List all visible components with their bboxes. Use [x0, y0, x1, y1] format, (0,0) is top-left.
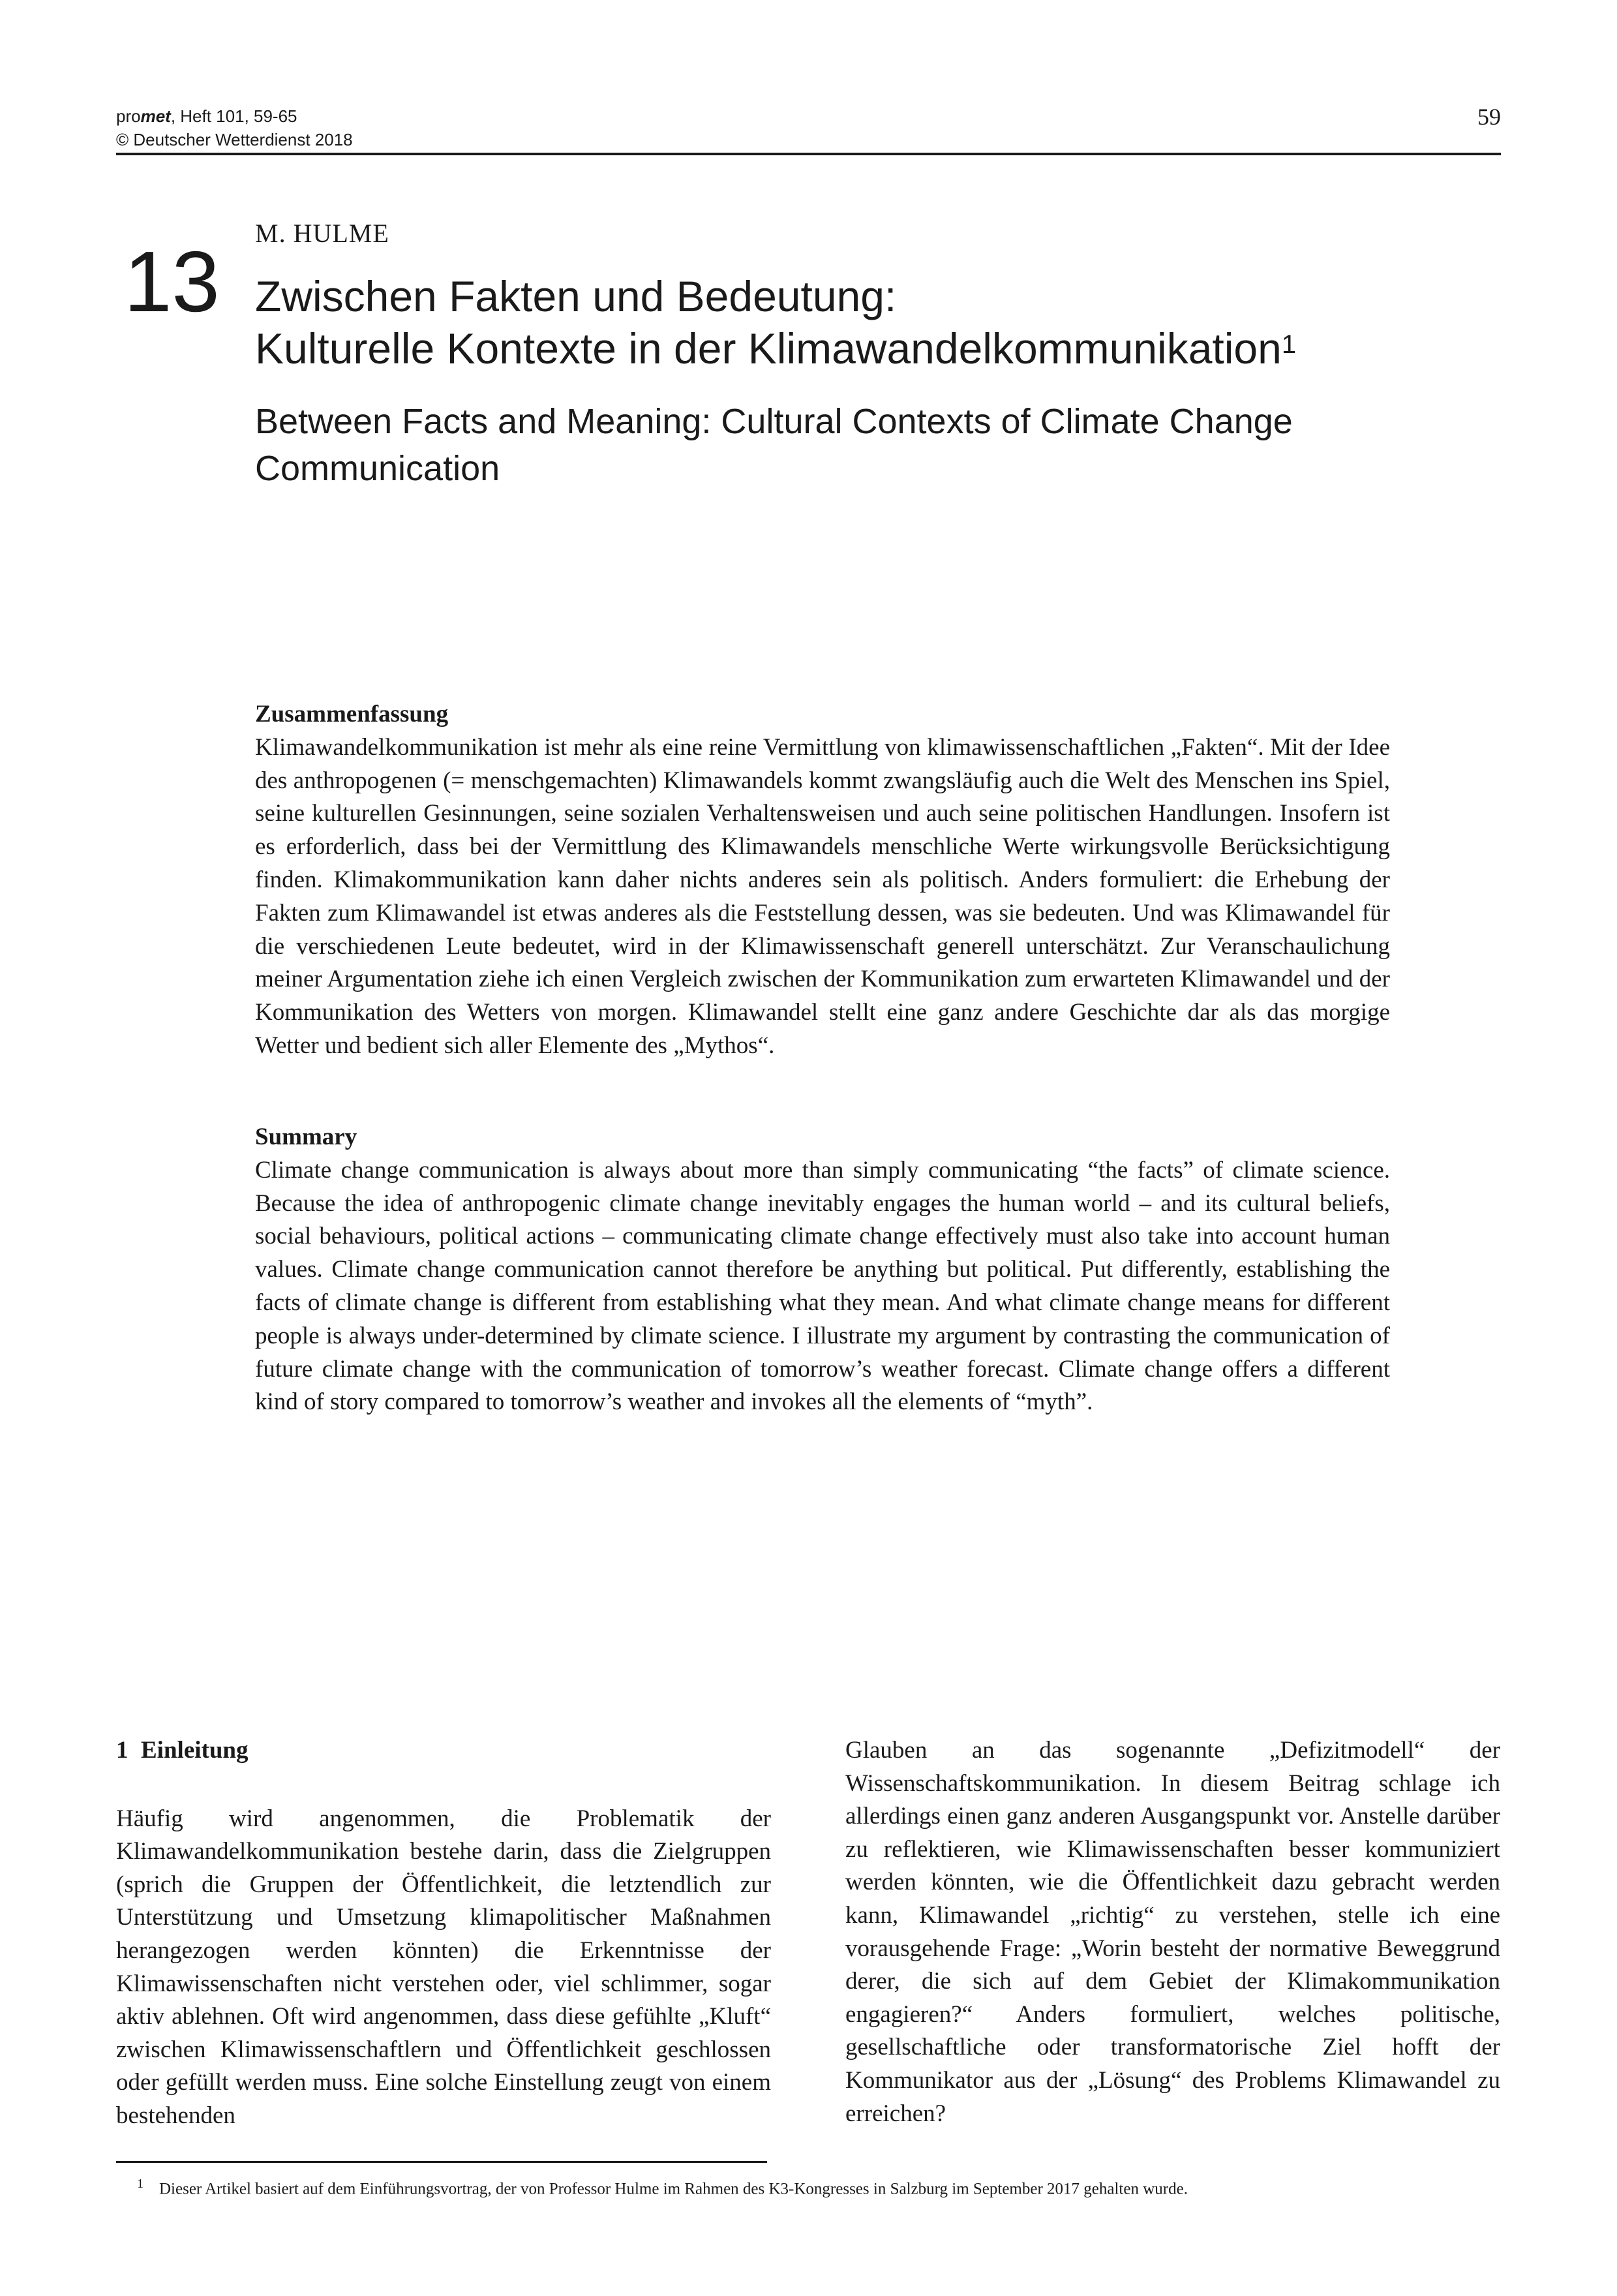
abstract-german-text: Klimawandelkommunikation ist mehr als eine reine Vermittlung von klimawissenschaftlichen „Fakten“. Mit der Idee des anthropogenen (= menschgemachten) Klimawandels kommt zwangsläufig auch die Welt des Menschen ins Spiel, seine kulturellen Gesinnungen, seine sozialen Verhaltensweisen und auch seine politischen Handlungen. Insofern ist es erforderlich, dass bei der Vermittlung des Klimawandels menschliche Werte wirkungsvolle Berücksichtigung finden. Klimakommunikation kann daher nichts anderes sein als politisch. Anders formuliert: die Erhebung der Fakten zum Klimawandel ist etwas anderes als die Feststellung dessen, was sie bedeuten. Und was Klimawandel für die verschiedenen Leute bedeutet, wird in der Klimawissenschaft generell unterschätzt. Zur Veranschaulichung meiner Argumentation ziehe ich einen Vergleich zwischen der Kommunikation zum erwarteten Klimawandel und der Kommunikation des Wetters von morgen. Klimawandel stellt eine ganz andere Geschichte dar als das morgige Wetter und bedient sich aller Elemente des „Mythos“. — [255, 733, 1390, 1059]
copyright-line: © Deutscher Wetterdienst 2018 — [116, 130, 353, 149]
article-title-english: Between Facts and Meaning: Cultural Contexts of Climate Change Communication — [255, 402, 1293, 488]
section-title: Einleitung — [141, 1737, 249, 1764]
abstract-english — [255, 1121, 1390, 1419]
body-text-right: Glauben an das sogenannte „Defizitmodell“ der Wissenschaftskommunikation. In diesem Beitrag schlage ich allerdings einen ganz anderen Ausgangspunkt vor. Anstelle darüber zu reflektieren, wie Klimawissenschaften besser kommuniziert werden könnten, wie die Öffentlichkeit dazu gebracht werden kann, Klimawandel „richtig“ zu verstehen, stelle ich eine vorausgehende Frage: „Worin besteht der normative Beweggrund derer, die sich auf dem Gebiet der Klimakommunikation engagieren?“ Anders formuliert, welches politische, gesellschaftliche oder transformatorische Ziel hofft der Kommunikator aus der „Lösung“ des Problems Klimawandel zu erreichen? — [845, 1737, 1500, 2127]
footnote-mark: 1 — [137, 2177, 144, 2191]
author-name: M. HULME — [255, 219, 389, 248]
footnote-text: Dieser Artikel basiert auf dem Einführungsvortrag, der von Professor Hulme im Rahmen des K3-Kongresses in Salzburg im September 2017 gehalten wurde. — [159, 2180, 1188, 2198]
title-footnote-mark[interactable]: 1 — [1281, 330, 1297, 359]
abstract-german-heading: Zusammenfassung — [255, 701, 449, 727]
footnote-divider — [116, 2161, 767, 2163]
chapter-number: 13 — [124, 234, 220, 329]
section-number: 1 — [116, 1737, 128, 1764]
abstract-german — [255, 698, 1390, 1063]
article-title-german: Zwischen Fakten und Bedeutung: Kulturelle Kontexte in der Klimawandelkommunikation$^1$ — [255, 272, 1297, 373]
header-divider — [116, 153, 1501, 155]
abstract-english-text: Climate change communication is always about more than simply communicating “the facts” of climate science. Because the idea of anthropogenic climate change inevitably engages the human world – and its cultural beliefs, social behaviours, political actions – communicating climate change effectively must also take into account human values. Climate change communication cannot therefore be anything but political. Put differently, establishing the facts of climate change is different from establishing what they mean. And what climate change means for different people is always under-determined by climate science. I illustrate my argument by contrasting the communication of future climate change with the communication of tomorrow’s weather forecast. Climate change offers a different kind of story compared to tomorrow’s weather and invokes all the elements of “myth”. — [255, 1156, 1390, 1416]
journal-name-emphasis: met — [140, 106, 171, 126]
page-number: 59 — [1477, 104, 1501, 130]
body-column-right — [845, 1734, 1500, 2130]
body-text-left: Häufig wird angenommen, die Problematik der Klimawandelkommunikation bestehe darin, dass die Zielgruppen (sprich die Gruppen der Öffentlichkeit, die letztendlich zur Unterstützung und Umsetzung klimapolitischer Maßnahmen herangezogen werden könnten) die Erkenntnisse der Klimawissenschaften nicht verstehen oder, viel schlimmer, sogar aktiv ablehnen. Oft wird angenommen, dass diese gefühlte „Kluft“ zwischen Klimawissenschaftlern und Öffentlichkeit geschlossen oder gefüllt werden muss. Eine solche Einstellung zeugt von einem bestehenden — [116, 1805, 771, 2129]
footnote — [137, 2173, 1494, 2200]
journal-issue: promet, Heft 101, 59-65 — [116, 106, 297, 126]
running-head — [116, 104, 353, 151]
section-heading — [116, 1734, 771, 1768]
body-column-left — [116, 1734, 771, 2133]
abstract-english-heading: Summary — [255, 1124, 357, 1150]
